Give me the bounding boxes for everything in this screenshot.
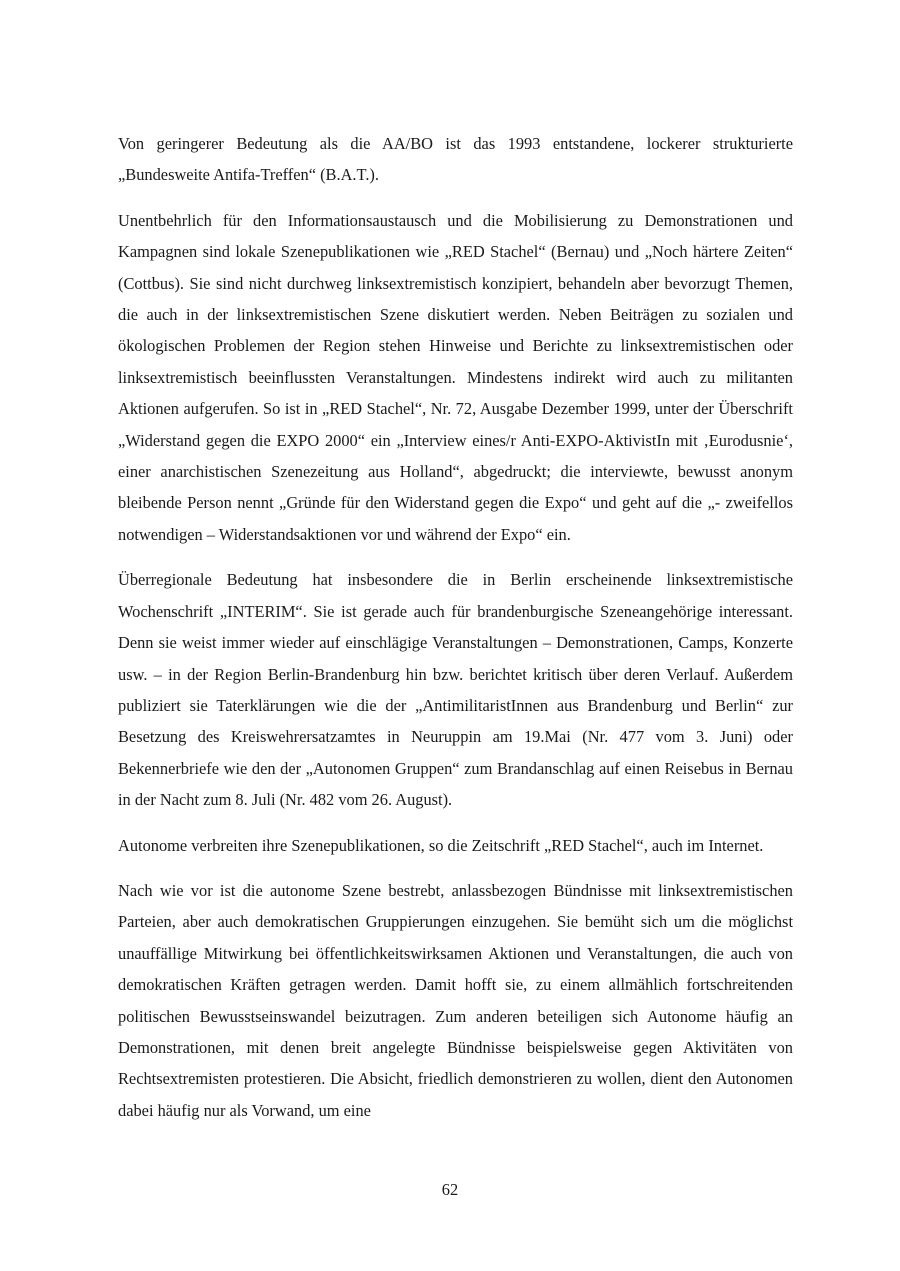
paragraph-bat: Von geringerer Bedeutung als die AA/BO ist das 1993 entstandene, lockerer strukturierte „Bundesweite Antifa-Treffen“ (B.A.T.). — [118, 134, 793, 185]
paragraph-interim: Überregionale Bedeutung hat insbesondere die in Berlin erscheinende linksextremistische Wochenschrift „INTERIM“. Sie ist gerade auch für brandenburgische Szeneangehörige interessant. Denn sie weist immer wieder auf einschlägige Veranstaltungen – Demonstrationen, Camps, Konzerte usw. – in der Region Berlin-Brandenburg hin bzw. berichtet kritisch über deren Verlauf. Außerdem publiziert sie Taterklärungen wie die der „AntimilitaristInnen aus Brandenburg und Berlin“ zur Besetzung des Kreiswehrersatzamtes in Neuruppin am 19.Mai (Nr. 477 vom 3. Juni) oder Bekennerbriefe wie den der „Autonomen Gruppen“ zum Brandanschlag auf einen Reisebus in Bernau in der Nacht zum 8. Juli (Nr. 482 vom 26. August). — [118, 570, 793, 810]
body-text — [118, 128, 793, 1140]
paragraph-szenepublikationen: Unentbehrlich für den Informationsaustausch und die Mobilisierung zu Demonstrationen und Kampagnen sind lokale Szenepublikationen wie „RED Stachel“ (Bernau) und „Noch härtere Zeiten“ (Cottbus). Sie sind nicht durchweg linksextremistisch konzipiert, behandeln aber bevorzugt Themen, die auch in der linksextremistischen Szene diskutiert werden. Neben Beiträgen zu sozialen und ökologischen Problemen der Region stehen Hinweise und Berichte zu linksextremistischen oder linksextremistisch beeinflussten Veranstaltungen. Mindestens indirekt wird auch zu militanten Aktionen aufgerufen. So ist in „RED Stachel“, Nr. 72, Ausgabe Dezember 1999, unter der Überschrift „Widerstand gegen die EXPO 2000“ ein „Interview eines/r Anti-EXPO-AktivistIn mit ‚Eurodusnie‘, einer anarchistischen Szenezeitung aus Holland“, abgedruckt; die interviewte, bewusst anonym bleibende Person nennt „Gründe für den Widerstand gegen die Expo“ und geht auf die „- zweifellos notwendigen – Widerstandsaktionen vor und während der Expo“ ein. — [118, 210, 793, 544]
paragraph-buendnisse: Nach wie vor ist die autonome Szene bestrebt, anlassbezogen Bündnisse mit linksextremistischen Parteien, aber auch demokratischen Gruppierungen einzugehen. Sie bemüht sich um die möglichst unauffällige Mitwirkung bei öffentlichkeitswirksamen Aktionen und Veranstaltungen, die auch von demokratischen Kräften getragen werden. Damit hofft sie, zu einem allmählich fortschreitenden politischen Bewusstseinswandel beizutragen. Zum anderen beteiligen sich Autonome häufig an Demonstrationen, mit denen breit angelegte Bündnisse beispielsweise gegen Aktivitäten von Rechtsextremisten protestieren. Die Absicht, friedlich demonstrieren zu wollen, dient den Autonomen dabei häufig nur als Vorwand, um eine — [118, 880, 793, 1120]
paragraph-internet: Autonome verbreiten ihre Szenepublikationen, so die Zeitschrift „RED Stachel“, auch im Internet. — [118, 835, 764, 855]
page-number: 62 — [441, 1180, 459, 1199]
